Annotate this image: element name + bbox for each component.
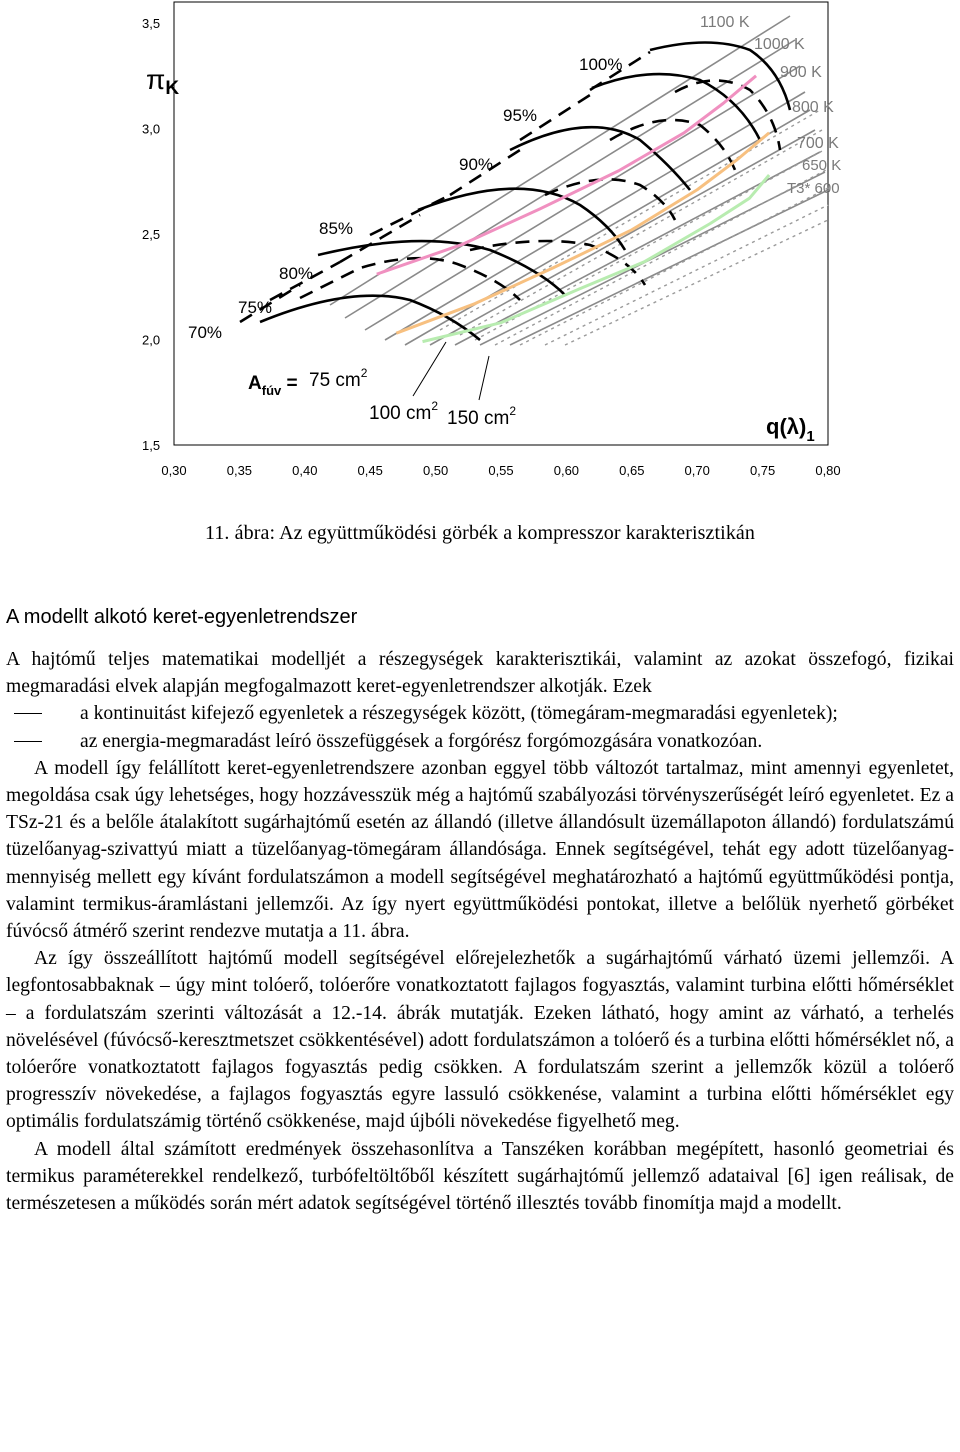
body-text — [6, 646, 954, 1217]
operating-line — [396, 133, 769, 333]
plot-frame — [174, 2, 828, 445]
speed-label: 90% — [459, 155, 494, 174]
nozzle-area-label: $A_{fúv}$ = — [248, 373, 298, 398]
figure-caption: 11. ábra: Az együttműködési görbék a kompresszor karakterisztikán — [204, 522, 756, 544]
list-item — [6, 700, 954, 727]
speed-label: 95% — [503, 106, 538, 125]
y-tick-label: 2,0 — [142, 332, 161, 348]
y-tick-label: 3,0 — [142, 121, 161, 137]
y-axis-label: πK — [146, 64, 180, 99]
temperature-label: 900 K — [780, 64, 822, 81]
nozzle-area-pointers — [413, 342, 489, 400]
temperature-label: 800 K — [792, 99, 834, 116]
x-tick-label: 0,30 — [161, 463, 187, 478]
speed-label: 80% — [279, 264, 314, 283]
dash-bullet — [6, 728, 50, 755]
temperature-label: 1100 K — [700, 14, 750, 31]
speed-label: 75% — [238, 298, 273, 317]
speed-label: 70% — [188, 323, 223, 342]
x-tick-label: 0,35 — [226, 463, 253, 478]
x-tick-label: 0,60 — [553, 463, 580, 478]
speed-lines — [260, 43, 790, 341]
x-tick-labels — [161, 463, 840, 478]
x-tick-label: 0,75 — [749, 463, 776, 478]
x-tick-label: 0,65 — [619, 463, 645, 478]
speed-label: 100% — [579, 55, 623, 74]
y-tick-label: 3,5 — [142, 16, 161, 32]
nozzle-area-value: 100 $cm^2$ — [369, 399, 438, 424]
y-tick-label: 1,5 — [142, 438, 161, 453]
x-tick-label: 0,50 — [422, 463, 449, 478]
compressor-map-chart — [0, 0, 960, 500]
section-title: A modellt alkotó keret-egyenletrendszer — [6, 606, 358, 628]
operating-lines — [377, 76, 769, 342]
speed-label: 85% — [319, 219, 354, 238]
paragraph: A modell által számított eredmények összehasonlítva a Tanszéken korábban megépített, hasonló geometriai és termikus paraméterekkel rendelkező, turbófeltöltőből készített sugárhajtómű jellemző adataival [6] igen reálisak, de természetesen a működés során mért adatok segítségével történő illesztés tovább finomítja majd a modellt. — [6, 1138, 954, 1215]
paragraph: Az így összeállított hajtómű modell segítségével előrejelezhetők a sugárhajtómű várható üzemi jellemzői. A legfontosabbaknak – úgy mint tolóerő, tolóerőre vonatkoztatott fajlagos fogyasztás, valamint turbina előtti hőmérséklet – a fordulatszám szerinti változását a 12.-14. ábrák mutatják. Ezeken látható, hogy amint az várható, a terhelés növelésével (fúvócső-keresztmetszet csökkentésével) adott fordulatszámon a tolóerő és a turbina előtti hőmérséklet nő, a tolóerőre vonatkoztatott fajlagos fogyasztás pedig csökken. A fordulatszám szerint a jellemzők közül a tolóerő progresszív növekedése, a fajlagos fogyasztás egyre lassuló csökkenése, valamint a turbina előtti hőmérséklet egy optimális fordulatszámig történő csökkenése, majd újbóli növekedése figyelhető meg. — [6, 948, 954, 1133]
temperature-label: 650 K — [802, 157, 842, 174]
x-tick-label: 0,40 — [292, 463, 318, 478]
dash-bullet — [6, 700, 50, 727]
x-tick-label: 0,80 — [815, 463, 841, 478]
x-tick-label: 0,45 — [357, 463, 383, 478]
list-item — [6, 728, 954, 755]
paragraph: A modell így felállított keret-egyenletrendszere azonban eggyel több változót tartalmaz, mint amennyi egyenletet, megoldása csak úgy lehetséges, hogy hozzávesszük még a hajtómű szabályozási törvényszerűségét leíró egyenletet. Ez a TSz-21 és a belőle átalakított sugárhajtómű esetén az állandó (illetve állandósult üzemállapoton állandó) fordulatszámú tüzelőanyag-szivattyú miatt a tüzelőanyag-tömegáram állandósága. Ennek segítségével, tehát egy adott tüzelőanyag-mennyiség mellett egy kívánt fordulatszámon a modell segítségével meghatározható a hajtómű együttműködési pontja, valamint termikus-áramlástani jellemzői. Az így nyert együttműködési pontokat, illetve a belőlük nyerhető görbéket fúvócső átmérő szerint rendezve mutatja a 11. ábra. — [6, 757, 954, 943]
list-item-text: az energia-megmaradást leíró összefüggések a forgórész forgómozgására vonatkozóan. — [80, 730, 763, 752]
paragraph: A hajtómű teljes matematikai modelljét a részegységek karakterisztikái, valamint az azokat összefogó, fizikai megmaradási elvek alapján megfogalmazott keret-egyenletrendszer alkotják. Ezek — [6, 649, 954, 698]
x-tick-label: 0,55 — [488, 463, 514, 478]
nozzle-area-value: 150 $cm^2$ — [447, 404, 516, 429]
y-tick-label: 2,5 — [142, 227, 161, 243]
list-item-text: a kontinuitást kifejező egyenletek a részegységek között, (tömegáram-megmaradási egyenletek); — [80, 703, 838, 725]
temperature-label: 700 K — [797, 135, 839, 152]
nozzle-area-value: 75 $cm^2$ — [309, 366, 368, 391]
x-axis-label: $q(\lambda)_1$ — [766, 414, 815, 445]
temperature-label: T3* 600 — [787, 180, 840, 197]
temperature-label: 1000 K — [754, 36, 805, 53]
x-tick-label: 0,70 — [684, 463, 710, 478]
